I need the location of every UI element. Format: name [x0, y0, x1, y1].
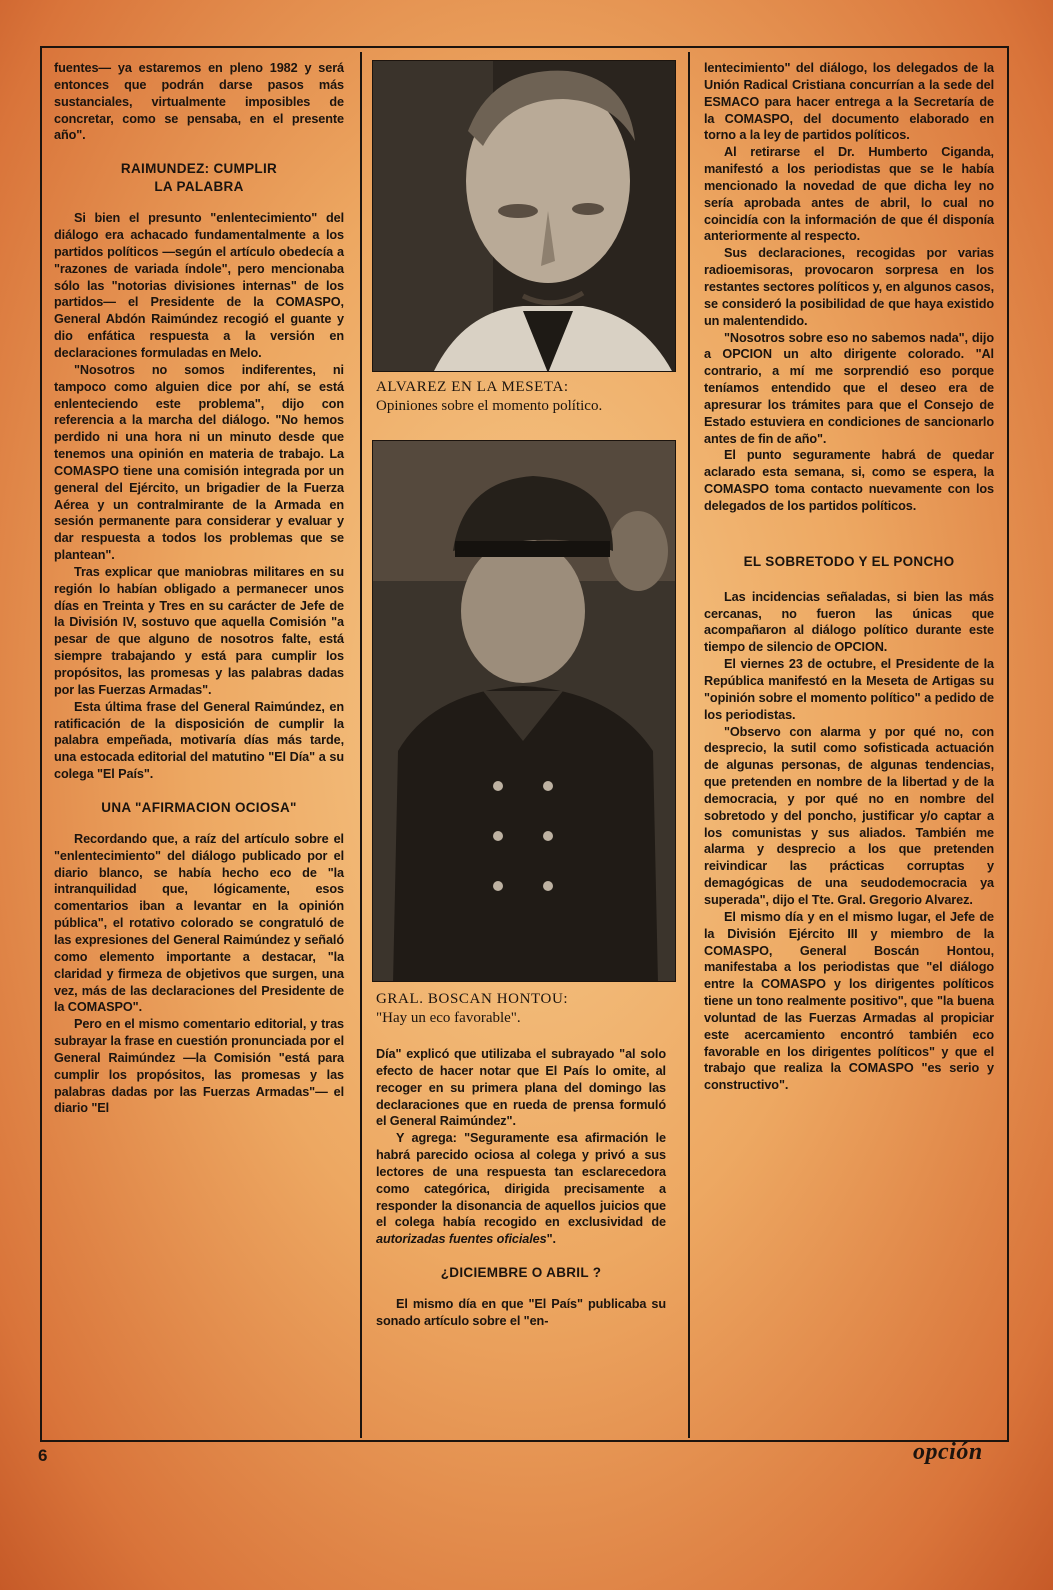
caption-title: GRAL. BOSCAN HONTOU: [376, 991, 569, 1007]
caption-subtitle: Opiniones sobre el momento político. [376, 398, 603, 414]
photo-boscan-hontou [372, 440, 676, 982]
photo-caption-alvarez [376, 378, 676, 416]
italic-source: autorizadas fuentes oficiales [376, 1232, 547, 1247]
article-column-2 [376, 1046, 666, 1330]
subheading-diciembre: ¿DICIEMBRE O ABRIL ? [440, 1265, 602, 1281]
paragraph: Si bien el presunto "enlentecimiento" del diálogo era achacado fundamentalmente a los partidos políticos —según el artículo obedecía a "razones de variada índole", pero mencionaba sólo las "notorias divisiones internas" de los partidos— el Presidente de la COMASPO, General Abdón Raimúndez recogió el guante y dio enfática respuesta a la versión en declaraciones formuladas en Melo. [54, 211, 344, 360]
caption-title: ALVAREZ EN LA MESETA: [376, 379, 569, 395]
paragraph: Pero en el mismo comentario editorial, y tras subrayar la frase en cuestión pronunciada por el General Raimúndez —la Comisión "está para cumplir los propósitos, las promesas y las palabras dadas por las Fuerzas Armadas"— el diario "El [54, 1017, 344, 1116]
paragraph: "Nosotros sobre eso no sabemos nada", dijo a OPCION un alto dirigente colorado. "Al contrario, a mí me sorprendió eso porque teníamos entendido que el deseo era de apresurar los trámites para que el Consejo de Estado estuviera en condiciones de sancionarlo antes de fin de año". [704, 330, 994, 446]
paragraph: El mismo día en que "El País" publicaba su sonado artículo sobre el "en- [376, 1297, 666, 1328]
paragraph: Al retirarse el Dr. Humberto Ciganda, manifestó a los periodistas que se le había mencionado la novedad de que dicha ley no sería aprobada antes de abril, lo cual no coincidía con la información de que él disponía anteriormente al respecto. [704, 145, 994, 244]
page-number: 6 [38, 1446, 48, 1465]
subheading-raimundez: RAIMUNDEZ: CUMPLIR LA PALABRA [120, 161, 278, 195]
photo-alvarez [372, 60, 676, 372]
subheading-afirmacion: UNA "AFIRMACION OCIOSA" [101, 799, 297, 815]
column-rule-left [360, 52, 362, 1438]
paragraph: El viernes 23 de octubre, el Presidente de la República manifestó en la Meseta de Artigas su "opinión sobre el momento político" a pedido de los periodistas. [704, 657, 994, 722]
paragraph [376, 1130, 666, 1248]
magazine-logo: opción [913, 1439, 983, 1465]
paragraph: Recordando que, a raíz del artículo sobre el "enlentecimiento" del diálogo publicado por el diario blanco, se había hecho eco de "la intranquilidad que, lógicamente, esos comentarios iban a levantar en la opinión pública", el rotativo colorado se congratuló de las expresiones del General Raimúndez y señaló como elemento importante a destacar, "la claridad y firmeza de objetivos que surgen, una vez, más de las declaraciones del Presidente de la COMASPO". [54, 831, 344, 1015]
article-column-1 [54, 60, 344, 1117]
paragraph: Las incidencias señaladas, si bien las más cercanas, no fueron las únicas que acompañaron al diálogo político durante este tiempo de silencio de OPCION. [704, 589, 994, 655]
paragraph: "Observo con alarma y por qué no, con desprecio, la sutil como sofisticada actuación de algunas personas, de algunas tendencias, que pretenden en nombre de la libertad y de la democracia, y por qué no en nombre del sobretodo y del poncho, justificar y/o captar a los comunistas y sus aliados. También me alarma y desprecio a los que pretenden reivindicar las prácticas corruptas y demagógicas de una seudodemocracia ya superada", dijo el Tte. Gral. Gregorio Alvarez. [704, 724, 994, 907]
paragraph-text: ". [546, 1232, 556, 1247]
article-column-3 [704, 60, 994, 1094]
paragraph: fuentes— ya estaremos en pleno 1982 y será entonces que podrán darse pasos más sustanciales, virtualmente imposibles de concretar, como se pensaba, en el presente año". [54, 61, 344, 143]
paragraph: Sus declaraciones, recogidas por varias radioemisoras, provocaron sorpresa en los restantes sectores políticos y, en algunos casos, se consideró la posibilidad de que haya existido un malentendido. [704, 246, 994, 328]
photo-caption-boscan [376, 990, 676, 1028]
paragraph: Día" explicó que utilizaba el subrayado "al solo efecto de hacer notar que El País lo omite, al recoger en su primera plana del domingo las declaraciones que en rueda de prensa formuló el General Raimúndez". [376, 1047, 666, 1129]
paragraph: lentecimiento" del diálogo, los delegados de la Unión Radical Cristiana concurrían a la sede del ESMACO para hacer entrega a la Secretaría de la COMASPO, del documento elaborado en torno a la ley de partidos políticos. [704, 61, 994, 143]
paragraph: El punto seguramente habrá de quedar aclarado esta semana, si, como se espera, la COMASPO toma contacto nuevamente con los delegados de los partidos políticos. [704, 448, 994, 513]
column-rule-right [688, 52, 690, 1438]
paragraph: Esta última frase del General Raimúndez, en ratificación de la disposición de cumplir la palabra empeñada, motivaría días más tarde, una estocada editorial del matutino "El Día" a su colega "El País". [54, 699, 344, 782]
caption-subtitle: "Hay un eco favorable". [376, 1010, 521, 1026]
paragraph: El mismo día y en el mismo lugar, el Jefe de la División Ejército III y miembro de la COMASPO, General Boscán Hontou, manifestaba a los periodistas que "el diálogo entre la COMASPO y los dirigentes políticos tiene un tono realmente positivo", que "la buena voluntad de las Fuerzas Armadas al propiciar este acercamiento encontró también eco favorable en los dirigentes políticos" y que el trabajo que realiza la COMASPO "es serio y constructivo". [704, 909, 994, 1093]
paragraph-text: Y agrega: "Seguramente esa afirmación le habrá parecido ociosa al colega y privó a sus lectores de una respuesta tan esclarecedora como categórica, dirigida precisamente a responder la disonancia de aquellos juicios que el colega había recogido en exclusividad de [376, 1131, 666, 1230]
subheading-sobretodo: EL SOBRETODO Y EL PONCHO [743, 553, 955, 569]
paragraph: Tras explicar que maniobras militares en su región lo habían obligado a permanecer unos días en Treinta y Tres en su carácter de Jefe de la División IV, sostuvo que aquella Comisión "a pesar de que alguno de nosotros falte, está siempre trabajando y está para cumplir los propósitos, las promesas y las palabras dadas por las Fuerzas Armadas". [54, 564, 344, 697]
paragraph: "Nosotros no somos indiferentes, ni tampoco como alguien dice por ahí, se está enlenteciendo este problema", dijo con referencia a la marcha del diálogo. "No hemos perdido ni una hora ni un minuto desde que tenemos una opinión en materia de trabajo. La COMASPO tiene una comisión integrada por un general del Ejército, un brigadier de la Fuerza Aérea y un contralmirante de la Armada en sesión permanente para considerar y evaluar y dar respuesta a todos los problemas que se plantean". [54, 362, 344, 563]
